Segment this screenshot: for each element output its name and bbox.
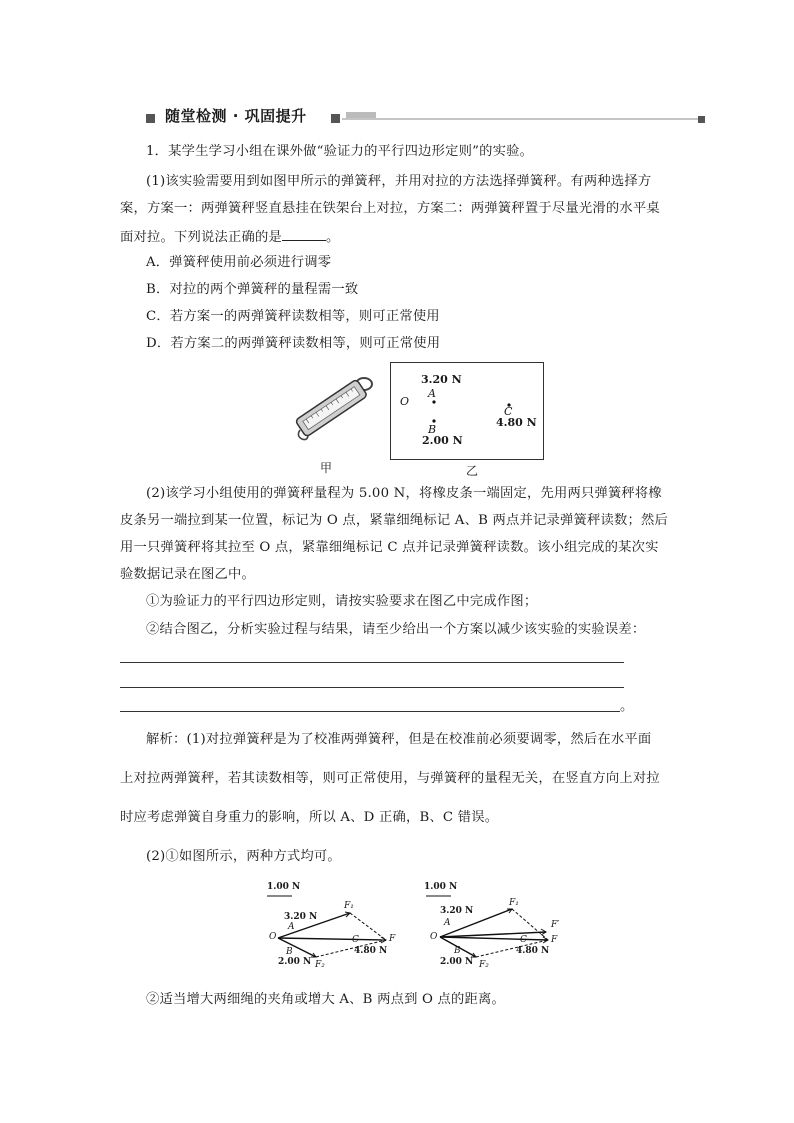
solution-diagram-right bbox=[424, 882, 564, 974]
part1-line-3-text: 面对拉。下列说法正确的是 bbox=[120, 230, 282, 245]
label-480: 4.80 N bbox=[496, 416, 537, 429]
dashed-f1-f-2 bbox=[512, 909, 548, 940]
answer-line-3 bbox=[120, 711, 620, 712]
label-c: C bbox=[504, 405, 513, 418]
option-b: B．对拉的两个弹簧秤的量程需一致 bbox=[146, 282, 359, 297]
diag1-f2-label: F₂ bbox=[315, 960, 325, 970]
solution-final: ②适当增大两细绳的夹角或增大 A、B 两点到 O 点的距离。 bbox=[146, 992, 506, 1007]
answer-line-2 bbox=[120, 687, 624, 688]
spring-scale-drawing bbox=[288, 372, 378, 442]
option-c: C．若方案一的两弹簧秤读数相等，则可正常使用 bbox=[146, 309, 440, 324]
figure-jia-caption: 甲 bbox=[320, 461, 333, 475]
header-end-square bbox=[698, 116, 705, 123]
answer-end-mark: 。 bbox=[620, 699, 634, 714]
label-200: 2.00 N bbox=[422, 434, 463, 447]
part1-line-1: (1)该实验需要用到如图甲所示的弹簧秤，并用对拉的方法选择弹簧秤。有两种选择方 bbox=[146, 174, 652, 189]
vector-f2 bbox=[278, 938, 316, 957]
header-dots-decoration bbox=[346, 112, 376, 118]
part1-line-2: 案，方案一：两弹簧秤竖直悬挂在铁架台上对拉，方案二：两弹簧秤置于尽量光滑的水平桌 bbox=[120, 201, 660, 216]
diag2-f1-label: F₁ bbox=[509, 898, 519, 908]
part1-line-3 bbox=[120, 226, 339, 248]
answer-line-1 bbox=[120, 662, 624, 663]
diag1-f480-label: 4.80 N bbox=[354, 946, 388, 956]
diag2-b-label: B bbox=[454, 946, 461, 956]
diag2-fprime-label: F′ bbox=[551, 920, 560, 930]
figure-yi-caption: 乙 bbox=[466, 464, 479, 478]
header-right-square bbox=[331, 114, 340, 123]
sub-question-1: ①为验证力的平行四边形定则，请按实验要求在图乙中完成作图； bbox=[146, 594, 538, 609]
solution-line-3: 时应考虑弹簧自身重力的影响，所以 A、D 正确，B、C 错误。 bbox=[120, 810, 499, 825]
header-left-square bbox=[146, 114, 155, 123]
diag1-scale-label: 1.00 N bbox=[267, 882, 301, 892]
diag2-f-label: F bbox=[551, 935, 558, 945]
label-320: 3.20 N bbox=[421, 373, 462, 386]
diag1-c-label: C bbox=[352, 935, 359, 945]
diag2-f320-label: 3.20 N bbox=[440, 906, 474, 916]
diag1-f200-label: 2.00 N bbox=[278, 957, 312, 967]
diag1-o-label: O bbox=[269, 932, 277, 942]
solution-part2-title: (2)①如图所示，两种方式均可。 bbox=[146, 849, 341, 864]
diag2-f200-label: 2.00 N bbox=[440, 957, 474, 967]
vector-f-2 bbox=[440, 937, 548, 940]
diag1-f1-label: F₁ bbox=[344, 901, 354, 911]
diag2-a-label: A bbox=[444, 918, 451, 928]
vector-f bbox=[278, 938, 386, 940]
figure-yi-points bbox=[391, 363, 543, 459]
vector-fprime bbox=[440, 932, 546, 937]
diag1-b-label: B bbox=[286, 947, 293, 957]
option-d: D．若方案二的两弹簧秤读数相等，则可正常使用 bbox=[146, 336, 441, 351]
diag2-o-label: O bbox=[430, 932, 438, 942]
diag2-c-label: C bbox=[520, 935, 527, 945]
label-o: O bbox=[400, 395, 410, 408]
answer-blank bbox=[282, 226, 326, 241]
solution-line-1: 解析：(1)对拉弹簧秤是为了校准两弹簧秤，但是在校准前必须要调零，然后在水平面 bbox=[146, 732, 652, 747]
diag2-scale-label: 1.00 N bbox=[424, 882, 458, 892]
solution-line-2: 上对拉两弹簧秤，若其读数相等，则可正常使用，与弹簧秤的量程无关，在竖直方向上对拉 bbox=[120, 771, 660, 786]
part1-line-3-end: 。 bbox=[325, 230, 340, 245]
diag2-f480-label: 4.80 N bbox=[516, 946, 550, 956]
label-b: B bbox=[428, 423, 437, 436]
part2-line-2: 皮条另一端拉到某一位置，标记为 O 点，紧靠细绳标记 A、B 两点并记录弹簧秤读数；然后 bbox=[120, 513, 668, 528]
scale-window bbox=[303, 387, 360, 430]
option-a: A．弹簧秤使用前必须进行调零 bbox=[146, 255, 332, 270]
diag2-f2-label: F₂ bbox=[479, 960, 489, 970]
sub-question-2: ②结合图乙，分析实验过程与结果，请至少给出一个方案以减少该实验的实验误差： bbox=[146, 622, 646, 637]
point-a-dot bbox=[432, 400, 435, 403]
diag1-f320-label: 3.20 N bbox=[284, 912, 318, 922]
label-a: A bbox=[428, 387, 436, 400]
figure-yi-box bbox=[390, 362, 544, 460]
part2-line-1: (2)该学习小组使用的弹簧秤量程为 5.00 N，将橡皮条一端固定，先用两只弹簧秤将橡 bbox=[146, 486, 662, 501]
diag1-a-label: A bbox=[288, 922, 295, 932]
question-stem: 1．某学生学习小组在课外做“验证力的平行四边形定则”的实验。 bbox=[146, 144, 534, 159]
part2-line-4: 验数据记录在图乙中。 bbox=[120, 567, 255, 582]
diag1-f-label: F bbox=[389, 934, 396, 944]
solution-diagram-left bbox=[262, 882, 402, 974]
part2-line-3: 用一只弹簧秤将其拉至 O 点，紧靠细绳标记 C 点并记录弹簧秤读数。该小组完成的某次实 bbox=[120, 540, 659, 555]
figure-spring-scale bbox=[288, 372, 378, 442]
section-title: 随堂检测 · 巩固提升 bbox=[165, 107, 307, 125]
